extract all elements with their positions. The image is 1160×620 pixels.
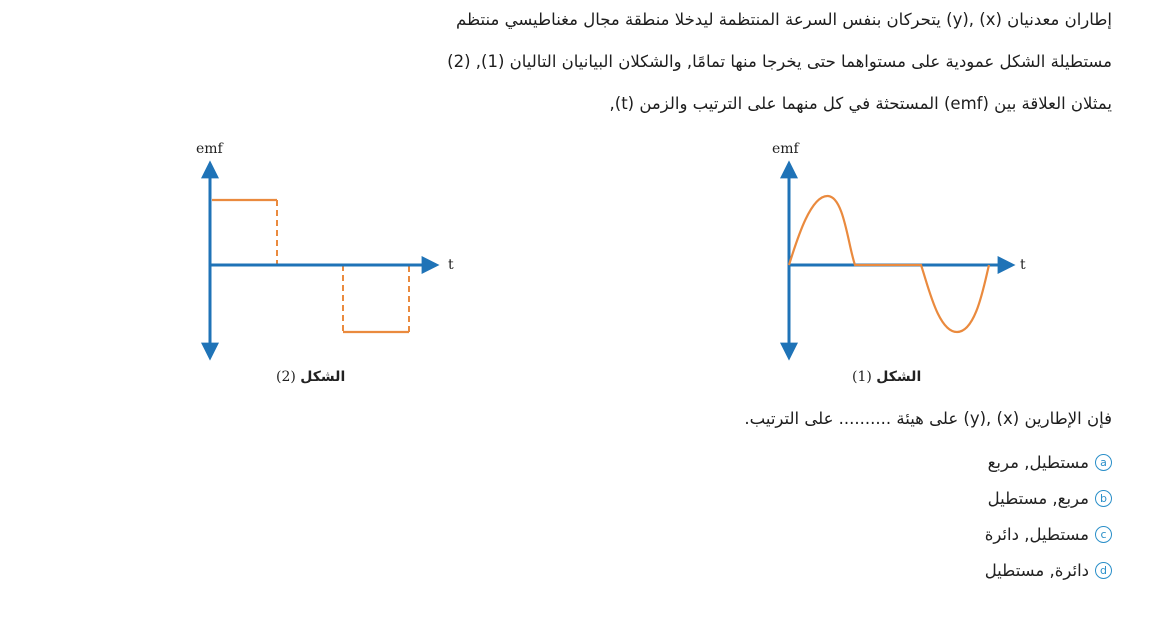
question-line-1: إطاران معدنيان (x) ,(y) يتحركان بنفس السرعة المنتظمة ليدخلا منطقة مجال مغناطيسي منتظم <box>456 10 1112 29</box>
option-b-letter: b <box>1095 490 1112 507</box>
figure-2-y-label: emf <box>196 141 223 157</box>
option-d[interactable] <box>985 561 1112 580</box>
question-line-3: يمثلان العلاقة بين (emf) المستحثة في كل منهما على الترتيب والزمن (t), <box>609 94 1112 113</box>
option-a[interactable] <box>988 453 1112 472</box>
option-d-letter: d <box>1095 562 1112 579</box>
figure-1-caption-word: الشكل <box>876 369 922 385</box>
figure-1-x-label: t <box>1020 257 1026 273</box>
question-line-2: مستطيلة الشكل عمودية على مستواهما حتى يخرجا منها تمامًا, والشكلان البيانيان التاليان (1), (2) <box>447 52 1112 71</box>
figure-2-caption-number: (2) <box>276 369 296 385</box>
figure-1-caption-number: (1) <box>852 369 872 385</box>
figure-1-y-label: emf <box>772 141 799 157</box>
option-c-text: مستطيل, دائرة <box>984 525 1089 544</box>
option-b-text: مربع, مستطيل <box>987 489 1089 508</box>
option-b[interactable] <box>988 489 1112 508</box>
figure-2-graph <box>182 135 482 370</box>
option-a-letter: a <box>1095 454 1112 471</box>
figure-1-caption <box>852 369 921 385</box>
option-c[interactable] <box>985 525 1112 544</box>
figure-2-x-label: t <box>448 257 454 273</box>
option-d-text: دائرة, مستطيل <box>984 561 1089 580</box>
option-a-text: مستطيل, مربع <box>987 453 1089 472</box>
question-prompt: فإن الإطارين (x) ,(y) على هيئة .......... على الترتيب. <box>744 409 1112 428</box>
option-c-letter: c <box>1095 526 1112 543</box>
figure-2-caption-word: الشكل <box>300 369 346 385</box>
figure-1-graph <box>760 135 1060 370</box>
figure-2-caption <box>276 369 345 385</box>
